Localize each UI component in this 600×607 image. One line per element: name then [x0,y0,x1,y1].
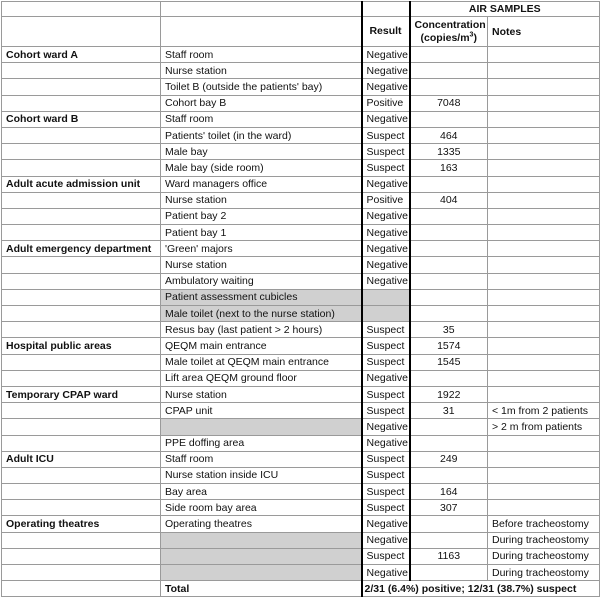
table-row [2,451,600,467]
concentration-label: Concentration [414,18,486,31]
area-cell [2,273,161,289]
header-location-cell [161,17,362,47]
area-cell [2,403,161,419]
location-cell: Nurse station [161,63,362,79]
table-row [2,144,600,160]
area-cell [2,127,161,143]
table-row [2,500,600,516]
concentration-cell [410,225,488,241]
location-cell: Nurse station [161,192,362,208]
concentration-cell [410,289,488,305]
location-cell: Ward managers office [161,176,362,192]
table-row [2,419,600,435]
table-row [2,111,600,127]
location-cell: Cohort bay B [161,95,362,111]
location-cell [161,419,362,435]
result-cell: Suspect [362,127,410,143]
concentration-cell: 1335 [410,144,488,160]
result-cell: Negative [362,516,410,532]
result-cell: Negative [362,47,410,63]
notes-cell [488,451,600,467]
notes-cell [488,354,600,370]
total-summary: 2/31 (6.4%) positive; 12/31 (38.7%) suspect [362,581,600,597]
table-row [2,565,600,581]
location-cell [161,548,362,564]
area-cell: Hospital public areas [2,338,161,354]
area-cell [2,548,161,564]
location-cell: Lift area QEQM ground floor [161,370,362,386]
header-blank-result [362,2,410,17]
result-cell: Negative [362,63,410,79]
location-cell: Staff room [161,47,362,63]
result-cell: Suspect [362,484,410,500]
notes-cell [488,322,600,338]
concentration-cell: 307 [410,500,488,516]
notes-cell: During tracheostomy [488,565,600,581]
location-cell: Operating theatres [161,516,362,532]
notes-cell [488,306,600,322]
notes-cell [488,338,600,354]
air-samples-table [1,1,600,597]
header-blank-area [2,2,161,17]
concentration-cell [410,370,488,386]
notes-cell [488,111,600,127]
result-cell: Positive [362,95,410,111]
result-cell: Suspect [362,548,410,564]
result-cell: Negative [362,419,410,435]
concentration-cell: 1574 [410,338,488,354]
location-cell: PPE doffing area [161,435,362,451]
notes-cell [488,484,600,500]
result-cell: Negative [362,273,410,289]
table-row [2,95,600,111]
area-cell [2,565,161,581]
table-row [2,306,600,322]
concentration-cell [410,467,488,483]
result-cell [362,306,410,322]
notes-cell [488,500,600,516]
result-cell [362,289,410,305]
notes-cell: < 1m from 2 patients [488,403,600,419]
concentration-cell [410,79,488,95]
location-cell [161,532,362,548]
header-row [2,17,600,47]
table-row [2,322,600,338]
table-row [2,386,600,402]
result-cell: Suspect [362,467,410,483]
result-cell: Negative [362,565,410,581]
location-cell: Nurse station [161,386,362,402]
concentration-cell: 249 [410,451,488,467]
table-row [2,338,600,354]
notes-cell: Before tracheostomy [488,516,600,532]
result-cell: Suspect [362,500,410,516]
table-row [2,47,600,63]
location-cell: Nurse station inside ICU [161,467,362,483]
concentration-cell: 35 [410,322,488,338]
notes-cell [488,370,600,386]
location-cell: Male bay [161,144,362,160]
notes-cell [488,386,600,402]
table-row [2,208,600,224]
area-cell [2,354,161,370]
result-cell: Suspect [362,354,410,370]
location-cell: Toilet B (outside the patients' bay) [161,79,362,95]
concentration-cell: 164 [410,484,488,500]
concentration-cell [410,176,488,192]
location-cell: Side room bay area [161,500,362,516]
notes-cell: > 2 m from patients [488,419,600,435]
result-cell: Positive [362,192,410,208]
concentration-cell [410,273,488,289]
concentration-cell: 31 [410,403,488,419]
concentration-cell [410,565,488,581]
table-row [2,160,600,176]
result-cell: Negative [362,241,410,257]
area-cell [2,192,161,208]
concentration-cell [410,435,488,451]
notes-cell [488,273,600,289]
table-row [2,225,600,241]
area-cell [2,257,161,273]
result-cell: Negative [362,435,410,451]
area-cell [2,435,161,451]
table-row [2,354,600,370]
table-row [2,370,600,386]
table-row [2,79,600,95]
location-cell: Patients' toilet (in the ward) [161,127,362,143]
result-cell: Suspect [362,403,410,419]
header-area-cell [2,17,161,47]
notes-cell [488,225,600,241]
total-label: Total [161,581,362,597]
total-row [2,581,600,597]
result-cell: Suspect [362,451,410,467]
area-cell: Adult acute admission unit [2,176,161,192]
concentration-cell [410,47,488,63]
area-cell: Cohort ward A [2,47,161,63]
result-cell: Suspect [362,322,410,338]
concentration-cell: 1922 [410,386,488,402]
table-row [2,127,600,143]
notes-cell [488,257,600,273]
area-cell [2,306,161,322]
notes-cell [488,47,600,63]
header-row-top [2,2,600,17]
area-cell [2,500,161,516]
area-cell: Cohort ward B [2,111,161,127]
concentration-cell [410,532,488,548]
concentration-unit: $(copies/m^3)$ [420,31,477,44]
notes-cell [488,79,600,95]
location-cell: Staff room [161,451,362,467]
area-cell [2,532,161,548]
result-cell: Suspect [362,338,410,354]
notes-cell [488,160,600,176]
table-row [2,289,600,305]
result-cell: Negative [362,370,410,386]
notes-cell: During tracheostomy [488,548,600,564]
notes-cell [488,127,600,143]
table-row [2,467,600,483]
concentration-cell: 163 [410,160,488,176]
table-row [2,192,600,208]
result-cell: Negative [362,208,410,224]
notes-cell [488,467,600,483]
area-cell [2,289,161,305]
table-row [2,63,600,79]
notes-cell [488,63,600,79]
result-cell: Negative [362,79,410,95]
location-cell: QEQM main entrance [161,338,362,354]
concentration-cell [410,257,488,273]
concentration-cell [410,111,488,127]
concentration-cell [410,208,488,224]
air-samples-table-container [1,1,600,597]
area-cell [2,419,161,435]
air-samples-header: AIR SAMPLES [410,2,600,17]
concentration-cell [410,241,488,257]
location-cell [161,565,362,581]
result-cell: Negative [362,532,410,548]
location-cell: Ambulatory waiting [161,273,362,289]
location-cell: Male toilet (next to the nurse station) [161,306,362,322]
location-cell: Patient bay 1 [161,225,362,241]
area-cell [2,322,161,338]
concentration-column-header [410,17,488,47]
table-row [2,484,600,500]
table-row [2,435,600,451]
result-cell: Suspect [362,144,410,160]
notes-cell [488,208,600,224]
location-cell: Patient bay 2 [161,208,362,224]
result-cell: Negative [362,257,410,273]
table-row [2,241,600,257]
table-row [2,257,600,273]
table-row [2,273,600,289]
location-cell: Resus bay (last patient > 2 hours) [161,322,362,338]
notes-cell [488,241,600,257]
notes-cell [488,176,600,192]
result-cell: Suspect [362,160,410,176]
location-cell: Male bay (side room) [161,160,362,176]
result-cell: Negative [362,111,410,127]
area-cell: Temporary CPAP ward [2,386,161,402]
area-cell [2,370,161,386]
notes-cell [488,144,600,160]
concentration-cell: 7048 [410,95,488,111]
table-row [2,548,600,564]
notes-cell [488,95,600,111]
area-cell [2,225,161,241]
concentration-cell: 404 [410,192,488,208]
table-row [2,532,600,548]
area-cell [2,79,161,95]
result-column-header: Result [362,17,410,47]
location-cell: Staff room [161,111,362,127]
total-blank-cell [2,581,161,597]
concentration-cell [410,63,488,79]
area-cell [2,484,161,500]
table-row [2,403,600,419]
result-cell: Suspect [362,386,410,402]
location-cell: 'Green' majors [161,241,362,257]
location-cell: Bay area [161,484,362,500]
area-cell [2,144,161,160]
notes-cell: During tracheostomy [488,532,600,548]
area-cell: Adult emergency department [2,241,161,257]
area-cell [2,160,161,176]
notes-column-header: Notes [488,17,600,47]
area-cell [2,63,161,79]
table-row [2,176,600,192]
header-blank-location [161,2,362,17]
concentration-cell: 464 [410,127,488,143]
concentration-cell: 1163 [410,548,488,564]
location-cell: Male toilet at QEQM main entrance [161,354,362,370]
table-row [2,516,600,532]
location-cell: CPAP unit [161,403,362,419]
area-cell [2,208,161,224]
concentration-cell [410,306,488,322]
concentration-cell [410,516,488,532]
result-cell: Negative [362,176,410,192]
area-cell [2,95,161,111]
notes-cell [488,289,600,305]
location-cell: Patient assessment cubicles [161,289,362,305]
concentration-cell: 1545 [410,354,488,370]
area-cell [2,467,161,483]
area-cell: Adult ICU [2,451,161,467]
result-cell: Negative [362,225,410,241]
location-cell: Nurse station [161,257,362,273]
area-cell: Operating theatres [2,516,161,532]
notes-cell [488,435,600,451]
concentration-cell [410,419,488,435]
notes-cell [488,192,600,208]
